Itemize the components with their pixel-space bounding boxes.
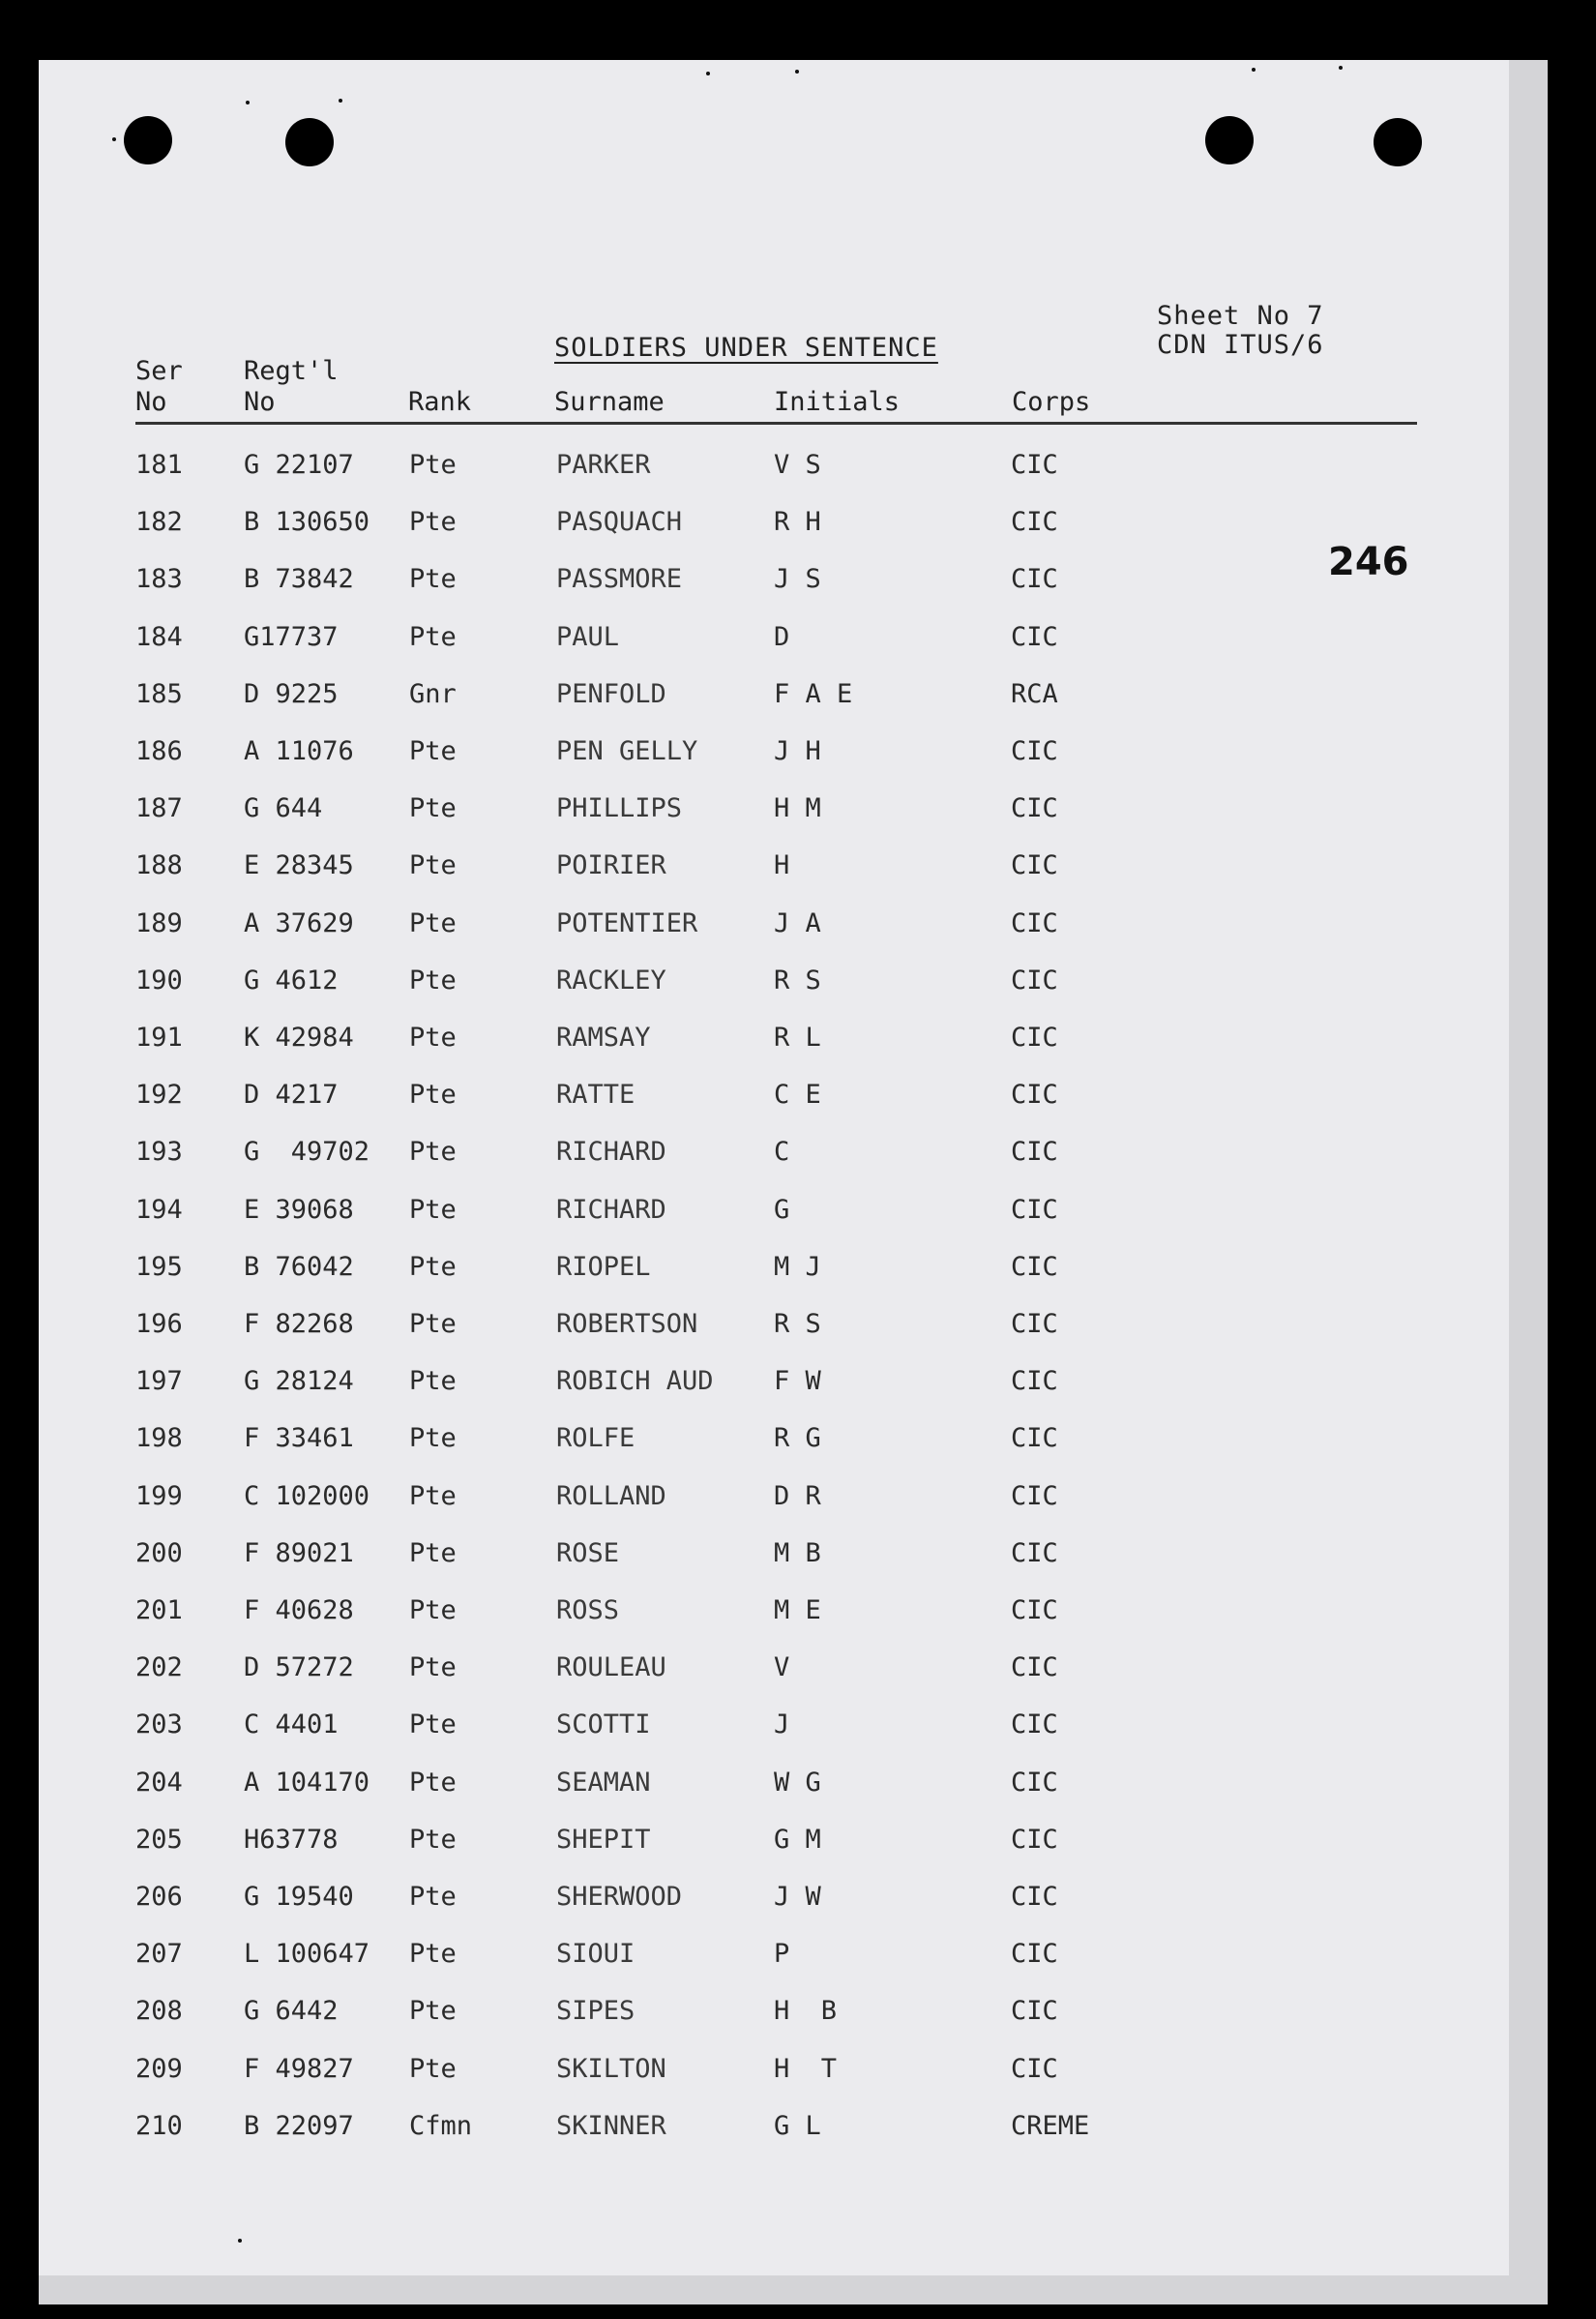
regimental-number-cell: K 42984	[244, 1023, 354, 1053]
ser-number-cell: 201	[135, 1595, 183, 1625]
initials-cell: V	[774, 1652, 790, 1682]
initials-cell: D R	[774, 1481, 821, 1511]
corps-cell: CREME	[1011, 2111, 1090, 2141]
paper-speck	[238, 2239, 242, 2243]
rank-cell: Pte	[409, 908, 457, 938]
paper-speck	[706, 72, 710, 75]
corps-cell: CIC	[1011, 1195, 1058, 1225]
ser-number-cell: 209	[135, 2054, 183, 2084]
table-row	[39, 1652, 1470, 1691]
regimental-number-cell: G 6442	[244, 1996, 339, 2026]
corps-cell: CIC	[1011, 966, 1058, 996]
paper-speck	[1252, 68, 1256, 72]
table-row	[39, 1595, 1470, 1634]
corps-cell: CIC	[1011, 2054, 1058, 2084]
table-row	[39, 1195, 1470, 1234]
rank-cell: Pte	[409, 1366, 457, 1396]
regimental-number-cell: F 33461	[244, 1423, 354, 1453]
surname-cell: ROSE	[556, 1538, 620, 1568]
rank-cell: Pte	[409, 1252, 457, 1282]
page-title: SOLDIERS UNDER SENTENCE	[554, 333, 938, 363]
paper-speck	[246, 101, 250, 104]
table-row	[39, 679, 1470, 718]
rank-cell: Pte	[409, 1710, 457, 1739]
table-row	[39, 1710, 1470, 1748]
surname-cell: SHEPIT	[556, 1825, 651, 1855]
ser-number-cell: 181	[135, 450, 183, 480]
ser-number-cell: 199	[135, 1481, 183, 1511]
initials-cell: J W	[774, 1882, 821, 1912]
regimental-number-cell: D 9225	[244, 679, 339, 709]
corps-cell: CIC	[1011, 850, 1058, 880]
regimental-number-cell: C 4401	[244, 1710, 339, 1739]
corps-cell: CIC	[1011, 564, 1058, 594]
table-row	[39, 507, 1470, 546]
table-row	[39, 1080, 1470, 1118]
ser-number-cell: 182	[135, 507, 183, 537]
rank-cell: Pte	[409, 793, 457, 823]
initials-cell: R H	[774, 507, 821, 537]
ser-number-cell: 188	[135, 850, 183, 880]
corps-cell: CIC	[1011, 1423, 1058, 1453]
surname-cell: RAMSAY	[556, 1023, 651, 1053]
column-header-ser-line2: No	[135, 387, 167, 417]
corps-cell: CIC	[1011, 1595, 1058, 1625]
rank-cell: Pte	[409, 1996, 457, 2026]
table-row	[39, 850, 1470, 889]
rank-cell: Pte	[409, 1423, 457, 1453]
table-row	[39, 1423, 1470, 1462]
page-stamp-number: 246	[1328, 540, 1409, 584]
initials-cell: C	[774, 1137, 790, 1167]
regimental-number-cell: L 100647	[244, 1939, 370, 1969]
rank-cell: Pte	[409, 966, 457, 996]
column-header-ser-line1: Ser	[135, 356, 183, 386]
initials-cell: M B	[774, 1538, 821, 1568]
column-header-corps: Corps	[1012, 387, 1091, 417]
initials-cell: H T	[774, 2054, 838, 2084]
ser-number-cell: 208	[135, 1996, 183, 2026]
punch-hole	[1374, 118, 1422, 166]
ser-number-cell: 195	[135, 1252, 183, 1282]
column-header-regt	[244, 356, 339, 418]
surname-cell: SEAMAN	[556, 1768, 651, 1798]
ser-number-cell: 190	[135, 966, 183, 996]
surname-cell: SCOTTI	[556, 1710, 651, 1739]
header-rule	[135, 422, 1417, 425]
surname-cell: SKILTON	[556, 2054, 666, 2084]
ser-number-cell: 189	[135, 908, 183, 938]
rank-cell: Pte	[409, 1825, 457, 1855]
corps-cell: CIC	[1011, 1710, 1058, 1739]
corps-cell: CIC	[1011, 1481, 1058, 1511]
column-header-rank: Rank	[408, 387, 472, 417]
initials-cell: J H	[774, 736, 821, 766]
paper-speck	[339, 99, 342, 103]
ser-number-cell: 187	[135, 793, 183, 823]
corps-cell: CIC	[1011, 1825, 1058, 1855]
regimental-number-cell: E 28345	[244, 850, 354, 880]
regimental-number-cell: F 49827	[244, 2054, 354, 2084]
ser-number-cell: 203	[135, 1710, 183, 1739]
initials-cell: D	[774, 622, 790, 652]
regimental-number-cell: F 40628	[244, 1595, 354, 1625]
initials-cell: G L	[774, 2111, 821, 2141]
rank-cell: Cfmn	[409, 2111, 473, 2141]
paper-speck	[795, 70, 799, 74]
surname-cell: PARKER	[556, 450, 651, 480]
ser-number-cell: 207	[135, 1939, 183, 1969]
initials-cell: F A E	[774, 679, 853, 709]
regimental-number-cell: C 102000	[244, 1481, 370, 1511]
corps-cell: CIC	[1011, 1939, 1058, 1969]
ser-number-cell: 205	[135, 1825, 183, 1855]
table-row	[39, 564, 1470, 603]
regimental-number-cell: A 104170	[244, 1768, 370, 1798]
initials-cell: C E	[774, 1080, 821, 1110]
ser-number-cell: 194	[135, 1195, 183, 1225]
table-row	[39, 1481, 1470, 1520]
ser-number-cell: 202	[135, 1652, 183, 1682]
rank-cell: Pte	[409, 1080, 457, 1110]
rank-cell: Pte	[409, 1882, 457, 1912]
corps-cell: CIC	[1011, 1996, 1058, 2026]
rank-cell: Pte	[409, 450, 457, 480]
table-row	[39, 2111, 1470, 2150]
rank-cell: Pte	[409, 850, 457, 880]
table-row	[39, 1252, 1470, 1291]
initials-cell: R S	[774, 1309, 821, 1339]
surname-cell: ROSS	[556, 1595, 620, 1625]
corps-cell: CIC	[1011, 736, 1058, 766]
rank-cell: Pte	[409, 1652, 457, 1682]
surname-cell: SHERWOOD	[556, 1882, 683, 1912]
table-row	[39, 1023, 1470, 1061]
ser-number-cell: 204	[135, 1768, 183, 1798]
initials-cell: G M	[774, 1825, 821, 1855]
rank-cell: Pte	[409, 1309, 457, 1339]
initials-cell: J S	[774, 564, 821, 594]
rank-cell: Pte	[409, 622, 457, 652]
corps-cell: RCA	[1011, 679, 1058, 709]
rank-cell: Pte	[409, 1538, 457, 1568]
table-row	[39, 736, 1470, 775]
ser-number-cell: 186	[135, 736, 183, 766]
ser-number-cell: 191	[135, 1023, 183, 1053]
initials-cell: H M	[774, 793, 821, 823]
corps-cell: CIC	[1011, 507, 1058, 537]
ser-number-cell: 210	[135, 2111, 183, 2141]
surname-cell: ROBERTSON	[556, 1309, 698, 1339]
corps-cell: CIC	[1011, 1882, 1058, 1912]
regimental-number-cell: G 4612	[244, 966, 339, 996]
surname-cell: POTENTIER	[556, 908, 698, 938]
surname-cell: RIOPEL	[556, 1252, 651, 1282]
rank-cell: Pte	[409, 1595, 457, 1625]
corps-cell: CIC	[1011, 1252, 1058, 1282]
column-header-regt-line1: Regt'l	[244, 356, 339, 386]
surname-cell: ROULEAU	[556, 1652, 666, 1682]
surname-cell: PASSMORE	[556, 564, 683, 594]
regimental-number-cell: F 89021	[244, 1538, 354, 1568]
initials-cell: R L	[774, 1023, 821, 1053]
ser-number-cell: 197	[135, 1366, 183, 1396]
surname-cell: RICHARD	[556, 1137, 666, 1167]
table-row	[39, 1882, 1470, 1920]
corps-cell: CIC	[1011, 1309, 1058, 1339]
corps-cell: CIC	[1011, 1023, 1058, 1053]
surname-cell: PAUL	[556, 622, 620, 652]
regimental-number-cell: D 4217	[244, 1080, 339, 1110]
corps-cell: CIC	[1011, 1137, 1058, 1167]
initials-cell: P	[774, 1939, 790, 1969]
ser-number-cell: 185	[135, 679, 183, 709]
column-header-ser	[135, 356, 183, 418]
ser-number-cell: 206	[135, 1882, 183, 1912]
regimental-number-cell: B 22097	[244, 2111, 354, 2141]
table-row	[39, 1538, 1470, 1577]
regimental-number-cell: B 76042	[244, 1252, 354, 1282]
rank-cell: Pte	[409, 1023, 457, 1053]
surname-cell: SKINNER	[556, 2111, 666, 2141]
corps-cell: CIC	[1011, 1538, 1058, 1568]
table-row	[39, 450, 1470, 489]
corps-cell: CIC	[1011, 450, 1058, 480]
regimental-number-cell: G 644	[244, 793, 323, 823]
punch-hole	[124, 116, 172, 164]
corps-cell: CIC	[1011, 622, 1058, 652]
rank-cell: Pte	[409, 1481, 457, 1511]
rank-cell: Pte	[409, 1939, 457, 1969]
initials-cell: J A	[774, 908, 821, 938]
initials-cell: H	[774, 850, 790, 880]
rank-cell: Pte	[409, 2054, 457, 2084]
surname-cell: ROLLAND	[556, 1481, 666, 1511]
regimental-number-cell: G 28124	[244, 1366, 354, 1396]
corps-cell: CIC	[1011, 1768, 1058, 1798]
regimental-number-cell: A 11076	[244, 736, 354, 766]
ser-number-cell: 193	[135, 1137, 183, 1167]
initials-cell: R G	[774, 1423, 821, 1453]
table-row	[39, 2054, 1470, 2093]
sheet-number: Sheet No 7	[1157, 301, 1324, 331]
regimental-number-cell: B 73842	[244, 564, 354, 594]
punch-hole	[285, 118, 334, 166]
table-row	[39, 1309, 1470, 1348]
rank-cell: Gnr	[409, 679, 457, 709]
ser-number-cell: 198	[135, 1423, 183, 1453]
ser-number-cell: 196	[135, 1309, 183, 1339]
surname-cell: PENFOLD	[556, 679, 666, 709]
surname-cell: PASQUACH	[556, 507, 683, 537]
table-row	[39, 1366, 1470, 1405]
regimental-number-cell: D 57272	[244, 1652, 354, 1682]
surname-cell: RICHARD	[556, 1195, 666, 1225]
corps-cell: CIC	[1011, 1080, 1058, 1110]
ser-number-cell: 192	[135, 1080, 183, 1110]
table-row	[39, 1996, 1470, 2035]
column-header-regt-line2: No	[244, 387, 276, 417]
regimental-number-cell: G 22107	[244, 450, 354, 480]
initials-cell: W G	[774, 1768, 821, 1798]
corps-cell: CIC	[1011, 908, 1058, 938]
surname-cell: PEN GELLY	[556, 736, 698, 766]
regimental-number-cell: E 39068	[244, 1195, 354, 1225]
initials-cell: M E	[774, 1595, 821, 1625]
table-row	[39, 908, 1470, 947]
initials-cell: V S	[774, 450, 821, 480]
surname-cell: SIPES	[556, 1996, 635, 2026]
column-header-initials: Initials	[774, 387, 901, 417]
surname-cell: ROLFE	[556, 1423, 635, 1453]
initials-cell: M J	[774, 1252, 821, 1282]
document-reference: CDN ITUS/6	[1157, 330, 1324, 360]
table-row	[39, 793, 1470, 832]
surname-cell: POIRIER	[556, 850, 666, 880]
rank-cell: Pte	[409, 1768, 457, 1798]
regimental-number-cell: G17737	[244, 622, 339, 652]
initials-cell: F W	[774, 1366, 821, 1396]
corps-cell: CIC	[1011, 1652, 1058, 1682]
rank-cell: Pte	[409, 1195, 457, 1225]
table-row	[39, 966, 1470, 1004]
rank-cell: Pte	[409, 564, 457, 594]
initials-cell: G	[774, 1195, 790, 1225]
corps-cell: CIC	[1011, 1366, 1058, 1396]
surname-cell: PHILLIPS	[556, 793, 683, 823]
regimental-number-cell: G 49702	[244, 1137, 370, 1167]
rank-cell: Pte	[409, 507, 457, 537]
rank-cell: Pte	[409, 736, 457, 766]
table-row	[39, 1825, 1470, 1863]
initials-cell: J	[774, 1710, 790, 1739]
surname-cell: RACKLEY	[556, 966, 666, 996]
surname-cell: SIOUI	[556, 1939, 635, 1969]
regimental-number-cell: G 19540	[244, 1882, 354, 1912]
table-row	[39, 1137, 1470, 1175]
initials-cell: R S	[774, 966, 821, 996]
ser-number-cell: 200	[135, 1538, 183, 1568]
initials-cell: H B	[774, 1996, 838, 2026]
regimental-number-cell: A 37629	[244, 908, 354, 938]
table-row	[39, 1768, 1470, 1806]
column-header-surname: Surname	[554, 387, 665, 417]
ser-number-cell: 183	[135, 564, 183, 594]
regimental-number-cell: H63778	[244, 1825, 339, 1855]
table-row	[39, 1939, 1470, 1977]
regimental-number-cell: B 130650	[244, 507, 370, 537]
corps-cell: CIC	[1011, 793, 1058, 823]
regimental-number-cell: F 82268	[244, 1309, 354, 1339]
table-row	[39, 622, 1470, 661]
paper-speck	[112, 137, 116, 141]
surname-cell: ROBICH AUD	[556, 1366, 714, 1396]
surname-cell: RATTE	[556, 1080, 635, 1110]
punch-hole	[1205, 116, 1254, 164]
paper-speck	[1339, 66, 1343, 70]
ser-number-cell: 184	[135, 622, 183, 652]
rank-cell: Pte	[409, 1137, 457, 1167]
